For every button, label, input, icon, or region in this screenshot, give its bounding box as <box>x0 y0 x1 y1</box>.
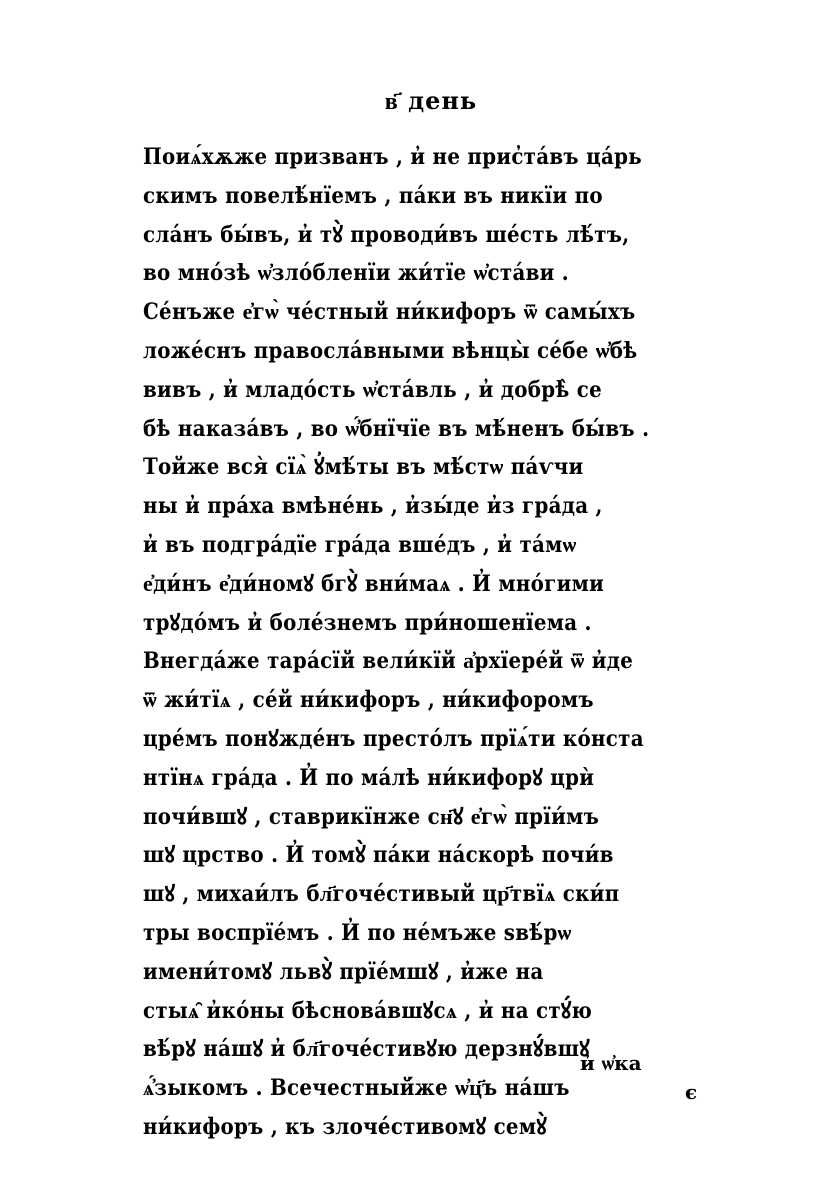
catchword: и̓ ѡ҆ка <box>580 1051 642 1075</box>
text-line: трꙋдо́мъ и̓ боле́знемъ при́ношенїема . <box>143 609 592 636</box>
text-line: во мно́зѣ ѡ҆зло́бленїи жи́тїе ѡ҆ста́ви . <box>143 260 569 287</box>
text-line: тры воспрїе́мъ . И̓ по не́мъже ѕвѣ́рѡ <box>143 919 572 946</box>
text-line: скимъ повелѣ́нїемъ , па́ки въ никїи по <box>143 182 603 209</box>
signature-mark: є <box>685 1080 698 1104</box>
text-line: шꙋ црство . И̓ томꙋ̀ па́ки на́скорѣ почи́в <box>143 842 614 869</box>
text-line: нтїнѧ гра́да . И̓ по ма́лѣ ни́кифорꙋ црѝ <box>143 764 595 791</box>
text-line: шꙋ , михаи́лъ бл҃гоче́стивый цр҃твїѧ ски́п <box>143 881 620 908</box>
text-line: ложе́снъ правосла́вными вѣнцы̀ се́бе ѡ҆бѣ <box>143 337 638 364</box>
text-line: Се́нъже е҆гѡ̀ че́стный ни́кифоръ ѿ самы́хъ <box>143 299 636 326</box>
text-line: е҆ди́нъ е҆ди́номꙋ бгꙋ̀ вни́маѧ . И̓ мно́гими <box>143 570 605 597</box>
text-line: почи́вшꙋ , ставрикїнже сн҃ꙋ е҆гѡ̀ прїи́мъ <box>143 803 600 830</box>
text-line: и̓ въ подгра́дїе гра́да вше́дъ , и̓ та́мѡ <box>143 531 577 558</box>
text-line: цре́мъ понꙋжде́нъ престо́лъ прїѧ́ти ко́нста <box>143 725 644 752</box>
text-line: имени́томꙋ львꙋ̀ прїе́мшꙋ , и̓же на <box>143 958 544 985</box>
text-line: ѧ҆́зыкомъ . Всечестный́же ѡ҆ц҃ъ на́шъ <box>143 1075 570 1102</box>
text-line: ѿ жи́тїѧ , се́й ни́кифоръ , ни́кифоромъ <box>143 687 594 714</box>
text-line: ны и̓ пра́ха вмѣне́нь , и̓зы́де и̓з гра́да , <box>143 493 603 520</box>
text-line: бѣ наказа́въ , во ѡ҆́бнїчїе въ мѣ́ненъ бы́въ . <box>143 415 650 442</box>
page-header: в҃ день <box>384 86 478 115</box>
text-line: Поиѧ́хѫже призванъ , и̓ не прис̓та́въ ца́рь <box>143 144 643 170</box>
text-body <box>143 138 663 1147</box>
text-line: вивъ , и̓ младо́сть ѡ҆ста́вль , и̓ добрѣ̀ се <box>143 376 603 403</box>
text-line: стыѧ̑ и̓ко́ны бѣснова́вшꙋсѧ , и̓ на стꙋ́ю <box>143 997 593 1024</box>
text-line: Тойже вся̀ сїѧ̀ ꙋ҆мѣ́ты въ мѣ́стѡ па́ѵчи <box>143 454 584 481</box>
text-line: сла́нъ бы́въ, и̓ тꙋ̀ проводи́въ ше́сть лѣ́тъ, <box>143 221 630 248</box>
text-line: ни́кифоръ , къ злоче́стивомꙋ семꙋ̀ <box>143 1113 547 1140</box>
text-line: Внегда́же тара́сїй вели́кїй а҆рхїере́й ѿ и̓де <box>143 648 634 675</box>
text-line: вѣ́рꙋ на́шꙋ и̓ бл҃гоче́стивꙋю дерзнꙋ́вшꙋ <box>143 1036 590 1063</box>
